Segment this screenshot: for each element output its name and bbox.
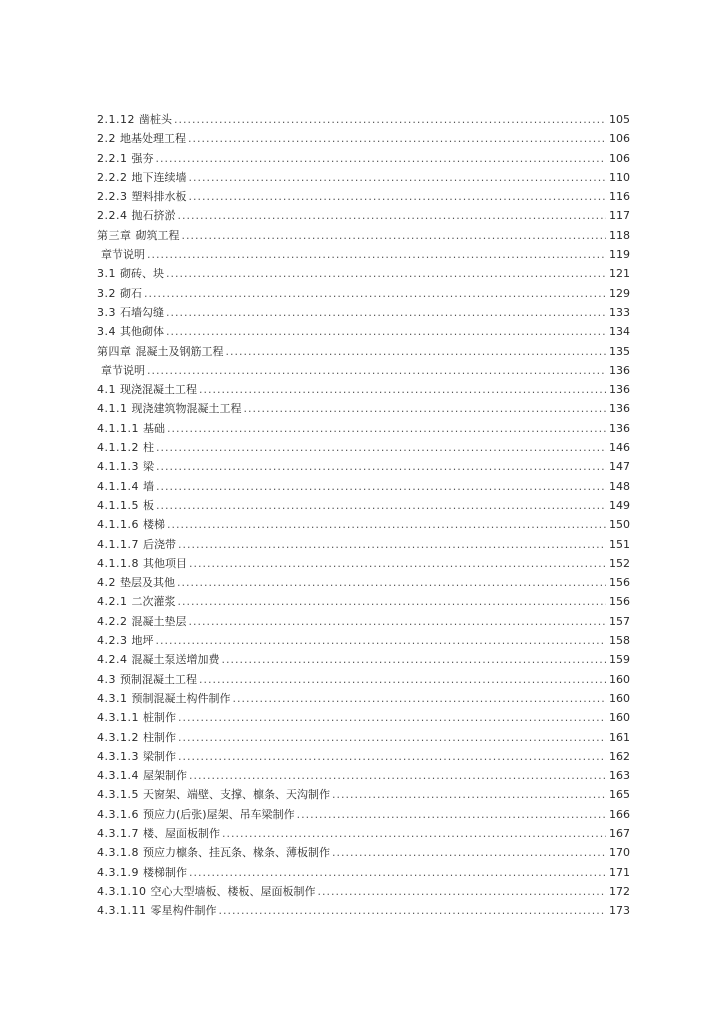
- toc-entry-number: 第三章: [97, 228, 132, 242]
- toc-leader-dots: [199, 670, 606, 689]
- toc-entry-number: 4.1.1.8: [97, 556, 139, 570]
- toc-entry-title: 抛石挤淤: [131, 209, 176, 223]
- toc-entry-title: 地下连续墙: [131, 170, 187, 184]
- toc-leader-dots: [199, 380, 606, 399]
- toc-leader-dots: [332, 843, 606, 862]
- toc-entry-title: 其他砌体: [120, 325, 164, 339]
- toc-entry[interactable]: [97, 264, 630, 283]
- toc-entry-title: 柱: [142, 441, 154, 455]
- toc-entry-page-number: 160: [609, 711, 630, 725]
- toc-entry[interactable]: [97, 554, 630, 573]
- toc-entry[interactable]: [97, 515, 630, 534]
- toc-entry-title: 混凝土泵送增加费: [131, 653, 220, 667]
- toc-entry-title: 混凝土及钢筋工程: [135, 344, 224, 358]
- toc-entry-page-number: 172: [609, 884, 630, 898]
- toc-entry[interactable]: [97, 612, 630, 631]
- toc-leader-dots: [147, 245, 606, 264]
- toc-entry[interactable]: [97, 322, 630, 341]
- toc-entry[interactable]: [97, 399, 630, 418]
- toc-leader-dots: [156, 631, 607, 650]
- toc-entry[interactable]: [97, 747, 630, 766]
- toc-entry-page-number: 157: [609, 614, 630, 628]
- toc-entry-page-number: 151: [609, 537, 630, 551]
- toc-entry-title: 预应力檩条、挂瓦条、椽条、薄板制作: [142, 846, 330, 860]
- toc-entry-page-number: 147: [609, 460, 630, 474]
- toc-leader-dots: [178, 535, 606, 554]
- toc-entry-page-number: 136: [609, 383, 630, 397]
- toc-entry-number: 4.1.1.2: [97, 441, 139, 455]
- toc-entry-page-number: 159: [609, 653, 630, 667]
- toc-entry[interactable]: [97, 245, 630, 264]
- toc-entry-number: 4.3.1.8: [97, 846, 139, 860]
- toc-entry[interactable]: [97, 226, 630, 245]
- toc-leader-dots: [156, 438, 606, 457]
- toc-entry-page-number: 163: [609, 769, 630, 783]
- toc-entry-number: 4.2.2: [97, 614, 128, 628]
- toc-entry[interactable]: [97, 206, 630, 225]
- toc-entry[interactable]: [97, 380, 630, 399]
- toc-entry-title: 砌筑工程: [135, 228, 180, 242]
- toc-entry-title: 基础: [142, 421, 165, 435]
- toc-entry-title: 柱制作: [142, 730, 176, 744]
- toc-entry-title: 空心大型墙板、楼板、屋面板制作: [150, 884, 316, 898]
- toc-entry[interactable]: [97, 650, 630, 669]
- toc-entry[interactable]: [97, 901, 630, 920]
- toc-leader-dots: [297, 805, 606, 824]
- toc-entry-number: 4.1.1: [97, 402, 128, 416]
- toc-entry-number: 2.2: [97, 132, 116, 146]
- toc-leader-dots: [188, 129, 606, 148]
- toc-leader-dots: [317, 882, 606, 901]
- toc-entry-title: 砌砖、块: [120, 267, 164, 281]
- toc-entry-page-number: 156: [609, 576, 630, 590]
- toc-leader-dots: [226, 342, 607, 361]
- toc-entry-title: 垫层及其他: [120, 576, 175, 590]
- toc-entry-page-number: 129: [609, 286, 630, 300]
- toc-entry-number: 4.3.1.6: [97, 807, 139, 821]
- toc-leader-dots: [178, 206, 607, 225]
- toc-entry-number: 4.3.1: [97, 691, 128, 705]
- toc-entry[interactable]: [97, 670, 630, 689]
- toc-entry-title: 章节说明: [101, 363, 145, 377]
- toc-entry-page-number: 134: [609, 325, 630, 339]
- toc-entry-number: 3.3: [97, 305, 116, 319]
- toc-entry-number: 3.2: [97, 286, 116, 300]
- toc-entry-page-number: 170: [609, 846, 630, 860]
- toc-entry-number: 4.1.1.1: [97, 421, 139, 435]
- toc-entry-page-number: 146: [609, 441, 630, 455]
- toc-entry-title: 屋架制作: [142, 769, 187, 783]
- toc-entry[interactable]: [97, 689, 630, 708]
- toc-entry-title: 混凝土垫层: [131, 614, 187, 628]
- toc-entry-page-number: 167: [609, 826, 630, 840]
- toc-entry-number: 4.3.1.7: [97, 826, 139, 840]
- toc-leader-dots: [189, 168, 607, 187]
- toc-entry-title: 天窗架、端壁、支撑、檩条、天沟制作: [142, 788, 330, 802]
- toc-entry-page-number: 150: [609, 518, 630, 532]
- toc-entry-title: 地坪: [131, 634, 154, 648]
- toc-entry-number: 4.2.1: [97, 595, 128, 609]
- toc-entry-number: 4.3.1.5: [97, 788, 139, 802]
- toc-leader-dots: [178, 592, 607, 611]
- toc-entry[interactable]: [97, 785, 630, 804]
- toc-entry-number: 2.2.2: [97, 170, 128, 184]
- toc-entry-title: 后浇带: [142, 537, 176, 551]
- toc-entry-number: 4.3.1.4: [97, 769, 139, 783]
- toc-entry-title: 章节说明: [101, 248, 145, 262]
- toc-entry-title: 梁: [142, 460, 154, 474]
- toc-entry-page-number: 158: [609, 634, 630, 648]
- toc-entry[interactable]: [97, 882, 630, 901]
- table-of-contents: [97, 110, 630, 920]
- toc-entry[interactable]: [97, 419, 630, 438]
- toc-entry-number: 4.1.1.4: [97, 479, 139, 493]
- toc-entry[interactable]: [97, 168, 630, 187]
- toc-entry-page-number: 133: [609, 305, 630, 319]
- toc-leader-dots: [178, 728, 606, 747]
- toc-entry-number: 4.2.3: [97, 634, 128, 648]
- toc-entry[interactable]: [97, 496, 630, 515]
- toc-entry-page-number: 106: [609, 151, 630, 165]
- toc-entry-title: 桩制作: [142, 711, 176, 725]
- toc-entry[interactable]: [97, 863, 630, 882]
- toc-entry-title: 板: [142, 498, 154, 512]
- toc-leader-dots: [166, 264, 606, 283]
- toc-leader-dots: [156, 457, 606, 476]
- toc-leader-dots: [178, 747, 606, 766]
- toc-entry-page-number: 148: [609, 479, 630, 493]
- toc-entry-number: 4.1.1.7: [97, 537, 139, 551]
- toc-entry-title: 墙: [142, 479, 154, 493]
- toc-entry-title: 强夯: [131, 151, 154, 165]
- toc-leader-dots: [189, 612, 607, 631]
- toc-leader-dots: [189, 863, 606, 882]
- toc-leader-dots: [182, 226, 607, 245]
- toc-entry[interactable]: [97, 342, 630, 361]
- toc-leader-dots: [189, 766, 606, 785]
- toc-entry-number: 2.2.1: [97, 151, 128, 165]
- toc-entry-title: 现浇混凝土工程: [120, 383, 197, 397]
- toc-entry-number: 4.3.1.2: [97, 730, 139, 744]
- toc-entry-title: 楼、屋面板制作: [142, 826, 220, 840]
- toc-entry-number: 4.3.1.1: [97, 711, 139, 725]
- toc-entry-page-number: 116: [609, 190, 630, 204]
- toc-entry-number: 第四章: [97, 344, 132, 358]
- toc-entry-page-number: 121: [609, 267, 630, 281]
- toc-entry[interactable]: [97, 438, 630, 457]
- toc-leader-dots: [218, 901, 606, 920]
- toc-leader-dots: [167, 515, 606, 534]
- toc-entry-page-number: 105: [609, 113, 630, 126]
- toc-entry[interactable]: [97, 361, 630, 380]
- toc-entry-title: 塑料排水板: [131, 190, 187, 204]
- toc-entry-title: 零星构件制作: [150, 904, 217, 918]
- toc-entry-page-number: 149: [609, 498, 630, 512]
- toc-entry-number: 4.1.1.6: [97, 518, 139, 532]
- toc-entry[interactable]: [97, 573, 630, 592]
- toc-entry-title: 砌石: [120, 286, 142, 300]
- toc-entry[interactable]: [97, 477, 630, 496]
- toc-leader-dots: [189, 554, 606, 573]
- toc-entry-number: 4.1.1.3: [97, 460, 139, 474]
- toc-leader-dots: [167, 419, 606, 438]
- toc-entry[interactable]: [97, 303, 630, 322]
- toc-entry-title: 预制混凝土工程: [120, 672, 197, 686]
- toc-entry-page-number: 136: [609, 421, 630, 435]
- toc-entry-page-number: 162: [609, 749, 630, 763]
- toc-entry-title: 预制混凝土构件制作: [131, 691, 231, 705]
- toc-entry-number: 4.1.1.5: [97, 498, 139, 512]
- toc-entry[interactable]: [97, 631, 630, 650]
- toc-entry-number: 4.1: [97, 383, 116, 397]
- toc-leader-dots: [244, 399, 607, 418]
- toc-entry-page-number: 156: [609, 595, 630, 609]
- toc-entry[interactable]: [97, 766, 630, 785]
- toc-entry-page-number: 160: [609, 672, 630, 686]
- toc-entry[interactable]: [97, 708, 630, 727]
- toc-entry-page-number: 136: [609, 363, 630, 377]
- toc-entry-number: 4.3.1.10: [97, 884, 147, 898]
- toc-entry-number: 4.2: [97, 576, 116, 590]
- toc-entry-page-number: 117: [609, 209, 630, 223]
- toc-entry-number: 4.3.1.3: [97, 749, 139, 763]
- toc-entry-title: 预应力(后张)屋架、吊车梁制作: [142, 807, 295, 821]
- toc-entry[interactable]: [97, 592, 630, 611]
- toc-entry-title: 楼梯制作: [142, 865, 187, 879]
- toc-entry-page-number: 119: [609, 248, 630, 262]
- toc-entry-page-number: 152: [609, 556, 630, 570]
- toc-entry-number: 4.3: [97, 672, 116, 686]
- toc-entry-title: 其他项目: [142, 556, 187, 570]
- toc-entry-page-number: 118: [609, 228, 630, 242]
- toc-entry-title: 梁制作: [142, 749, 176, 763]
- toc-entry-number: 4.3.1.9: [97, 865, 139, 879]
- toc-leader-dots: [156, 496, 606, 515]
- toc-leader-dots: [144, 284, 606, 303]
- toc-leader-dots: [156, 149, 607, 168]
- toc-entry-title: 凿桩头: [139, 113, 172, 126]
- toc-entry-number: 3.4: [97, 325, 116, 339]
- toc-entry[interactable]: [97, 728, 630, 747]
- toc-entry[interactable]: [97, 284, 630, 303]
- toc-entry-title: 楼梯: [142, 518, 165, 532]
- toc-leader-dots: [189, 187, 607, 206]
- toc-entry-title: 地基处理工程: [120, 132, 186, 146]
- toc-entry[interactable]: [97, 187, 630, 206]
- toc-leader-dots: [156, 477, 606, 496]
- toc-entry-page-number: 106: [609, 132, 630, 146]
- toc-entry-number: 2.2.4: [97, 209, 128, 223]
- toc-entry[interactable]: [97, 457, 630, 476]
- toc-leader-dots: [166, 303, 606, 322]
- toc-entry-number: 2.1.12: [97, 113, 135, 126]
- toc-entry-page-number: 173: [609, 904, 630, 918]
- toc-entry-number: 3.1: [97, 267, 116, 281]
- toc-entry-title: 现浇建筑物混凝土工程: [131, 402, 242, 416]
- toc-leader-dots: [222, 824, 606, 843]
- toc-entry-title: 石墙勾缝: [120, 305, 164, 319]
- toc-entry-page-number: 135: [609, 344, 630, 358]
- toc-entry[interactable]: [97, 805, 630, 824]
- toc-entry-title: 二次灌浆: [131, 595, 176, 609]
- toc-entry[interactable]: [97, 129, 630, 148]
- toc-entry-page-number: 171: [609, 865, 630, 879]
- toc-leader-dots: [332, 785, 606, 804]
- toc-entry-number: 2.2.3: [97, 190, 128, 204]
- toc-entry[interactable]: [97, 824, 630, 843]
- toc-entry-page-number: 166: [609, 807, 630, 821]
- toc-leader-dots: [222, 650, 607, 669]
- toc-leader-dots: [233, 689, 607, 708]
- toc-entry[interactable]: [97, 535, 630, 554]
- toc-leader-dots: [174, 110, 606, 129]
- toc-entry[interactable]: [97, 149, 630, 168]
- toc-entry-number: 4.2.4: [97, 653, 128, 667]
- toc-entry[interactable]: [97, 843, 630, 862]
- toc-leader-dots: [147, 361, 606, 380]
- toc-entry[interactable]: [97, 110, 630, 129]
- toc-entry-number: 4.3.1.11: [97, 904, 147, 918]
- toc-leader-dots: [166, 322, 606, 341]
- toc-entry-page-number: 161: [609, 730, 630, 744]
- toc-leader-dots: [178, 708, 606, 727]
- toc-entry-page-number: 110: [609, 170, 630, 184]
- toc-entry-page-number: 136: [609, 402, 630, 416]
- toc-entry-page-number: 165: [609, 788, 630, 802]
- toc-entry-page-number: 160: [609, 691, 630, 705]
- toc-leader-dots: [177, 573, 606, 592]
